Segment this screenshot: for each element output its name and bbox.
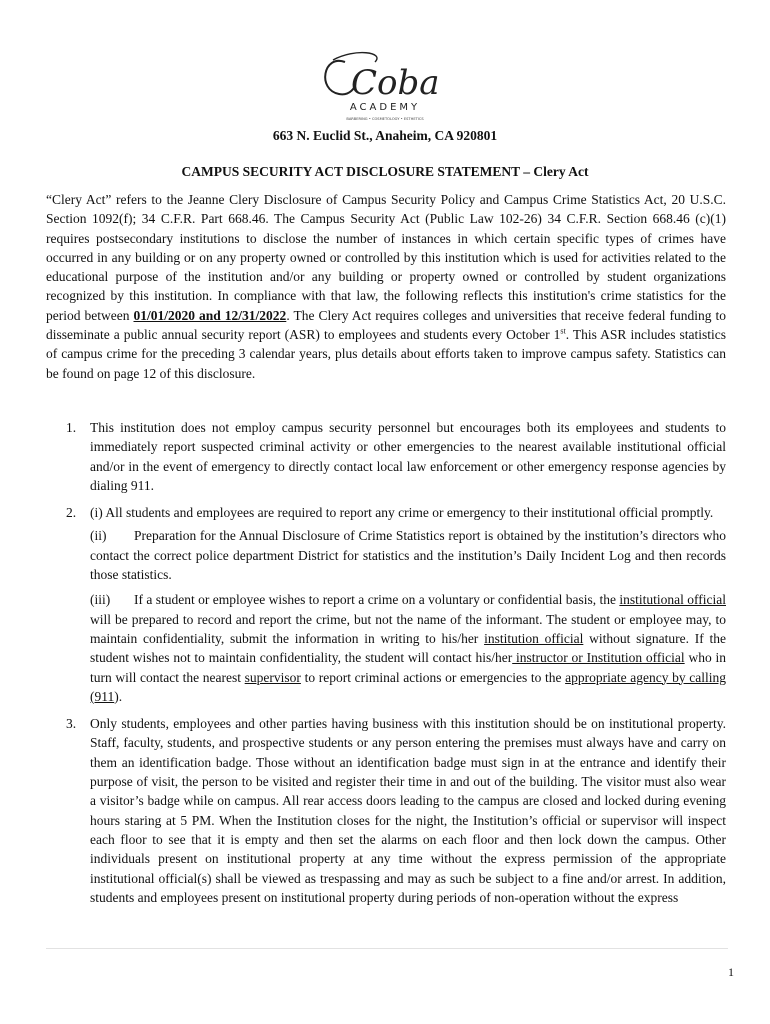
underlined-text: institution official	[484, 630, 584, 646]
sub-item-text: Preparation for the Annual Disclosure of Crime Statistics report is obtained by the institution’s directors who contact the correct police department District for statistics and the institution’s Daily Incident Log and then records those statistics.	[90, 528, 726, 583]
sub-item-text: If a student or employee wishes to report a crime on a voluntary or confidential basis, the	[134, 592, 620, 608]
document-title: CAMPUS SECURITY ACT DISCLOSURE STATEMENT – Clery Act	[181, 164, 589, 179]
policy-list	[46, 418, 726, 915]
sub-item-text: to report criminal actions or emergencies to the	[300, 669, 566, 685]
intro-text-2: . The Clery Act requires colleges and universities that receive federal funding to disseminate a public annual security report (ASR) to employees and students every October 1	[46, 307, 726, 343]
ordinal-suffix: st	[560, 326, 566, 336]
sub-item-text: who in turn will contact the nearest	[90, 650, 726, 685]
list-item-text: This institution does not employ campus security personnel but encourages both its employees and students to immediately report suspected criminal activity or other emergencies to the nearest available institutional official and/or in the event of emergency to directly contact local law enforcement or other emergency response agencies by dialing 911.	[90, 420, 726, 493]
intro-paragraph	[46, 190, 726, 383]
sub-item-i: (i) All students and employees are required to report any crime or emergency to their institutional official promptly.	[90, 505, 714, 521]
logo-tagline: BARBERING • COSMETOLOGY • ESTHETICS	[346, 117, 424, 121]
footer-divider	[46, 948, 728, 949]
intro-text-3: . This ASR includes statistics of campus crime for the preceding 3 calendar years, plus details about efforts taken to improve campus safety. Statistics can be found on page 12 of this disclosure.	[46, 327, 726, 381]
sub-item-label: (ii)	[90, 528, 107, 544]
list-item-number: 2.	[66, 505, 77, 521]
underlined-text: supervisor	[244, 669, 301, 685]
list-item-text: Only students, employees and other parties having business with this institution should be on institutional property. Staff, faculty, students, and prospective students or any person entering the premises must always have and carry on them an identification badge. Those without an identification badge must sign in at the entrance and identify their purpose of visit, the person to be visited and register their time in and out of the building. The visitor must also wear a visitor’s badge while on campus. All rear access doors leading to the campus are closed and locked during evening hours staring at 5 PM. When the Institution closes for the night, the Institution’s official or supervisor will inspect each floor to see that it is empty and then set the alarms on each floor and then lock down the campus. Other individuals present on institutional property at any time without the express permission of the appropriate institutional official(s) shall be viewed as trespassing and may as such be subject to a fine and/or arrest. In addition, students and employees present on institutional property during periods of non-operation without the express	[90, 716, 726, 905]
list-item-number: 1.	[66, 420, 77, 435]
underlined-text: instructor or Institution official	[512, 650, 685, 666]
address-line: 663 N. Euclid St., Anaheim, CA 920801	[272, 128, 498, 143]
logo-subtitle: ACADEMY	[349, 102, 421, 113]
sub-item-text: ).	[114, 688, 123, 704]
logo-graphic	[315, 50, 455, 126]
logo-wordmark: Coba	[351, 63, 440, 103]
reporting-period: 01/01/2020 and 12/31/2022	[133, 307, 287, 323]
list-item-number: 3.	[66, 716, 77, 732]
underlined-text: appropriate agency by calling (911	[90, 669, 726, 704]
sub-item-ii	[90, 526, 726, 584]
page-number: 1	[728, 965, 734, 979]
sub-item-text: without signature. If the student wishes not to maintain confidentiality, the student will contact his/her	[90, 630, 726, 666]
sub-item-iii	[90, 590, 726, 706]
underlined-text: institutional official	[619, 592, 726, 608]
list-item	[46, 503, 726, 706]
list-item	[46, 418, 726, 495]
intro-text-1: “Clery Act” refers to the Jeanne Clery Disclosure of Campus Security Policy and Campus Crime Statistics Act, 20 U.S.C. Section 1092(f); 34 C.F.R. Part 668.46. The Campus Security Act (Public Law 102-26) 34 C.F.R. Section 668.46 (c)(1) requires postsecondary institutions to disclose the number of instances in which certain specific types of crimes have occurred in any building or on any property owned or controlled by this institution which is used for activities related to the educational purpose of the institution and/or any building or property owned or controlled by student organizations recognized by this institution. In compliance with that law, the following reflects this institution's crime statistics for the period between	[46, 192, 726, 323]
list-item	[46, 714, 726, 907]
sub-item-text: will be prepared to record and report the crime, but not the name of the informant. The student or employee may, to maintain confidentiality, submit the information in writing to his/her	[90, 611, 726, 646]
sub-item-label: (iii)	[90, 592, 111, 608]
academy-logo	[315, 50, 455, 126]
